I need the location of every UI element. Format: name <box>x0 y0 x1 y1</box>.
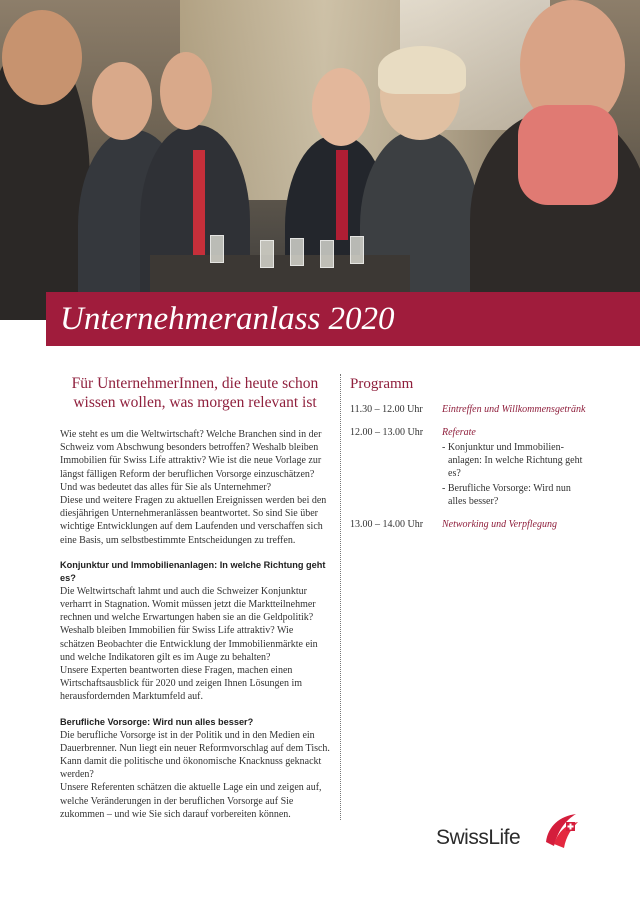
intro-paragraph-2: Diese und weitere Fragen zu aktuellen Ereignissen werden bei den diesjährigen Unternehmeranlässen beantwortet. So sind Sie über wichtige Entwicklungen auf dem Laufenden und verschaffen sich eine Basis, um selbstbestimmte Entscheidungen zu treffen. <box>60 495 327 546</box>
programm-bullet: - Konjunktur und Immobilienanlagen: In welche Richtung geht es? <box>442 442 583 479</box>
programm-label: Eintreffen und Willkommensgetränk <box>442 404 586 415</box>
programm-bullet: - Berufliche Vorsorge: Wird nun alles besser? <box>442 483 571 507</box>
programm-column <box>350 376 590 531</box>
swisslife-mark-icon <box>540 812 580 852</box>
logo-text: SwissLife <box>436 826 521 849</box>
programm-item <box>350 403 590 416</box>
intro-column <box>60 374 330 821</box>
programm-label: Networking und Verpflegung <box>442 519 557 530</box>
programm-time: 13.00 – 14.00 Uhr <box>350 519 424 530</box>
section-heading-vorsorge: Berufliche Vorsorge: Wird nun alles besser? <box>60 716 254 727</box>
swisslife-logo <box>436 812 586 856</box>
title-banner <box>46 292 640 346</box>
programm-label: Referate <box>442 427 476 438</box>
section-konjunktur-paragraph-2: Unsere Experten beantworten diese Fragen, machen einen Wirtschaftsausblick für 2020 und zeigen Ihnen Lösungen im herausfordernden Marktumfeld auf. <box>60 665 303 703</box>
programm-item <box>350 426 590 508</box>
section-vorsorge-paragraph-2: Unsere Referenten schätzen die aktuelle Lage ein und zeigen auf, welche Veränderungen in der beruflichen Vorsorge auf Sie zukommen – und wie Sie sich darauf vorbereiten können. <box>60 782 322 820</box>
section-vorsorge-paragraph-1: Die berufliche Vorsorge ist in der Politik und in den Medien ein Dauerbrenner. Nun liegt ein neuer Reformvorschlag auf dem Tisch. Kann damit die politische und ökonomische Knacknuss geknackt werden? <box>60 729 330 781</box>
programm-time: 11.30 – 12.00 Uhr <box>350 404 423 415</box>
column-divider <box>340 374 341 820</box>
page-title: Unternehmeranlass 2020 <box>60 301 395 337</box>
intro-subtitle: Für UnternehmerInnen, die heute schon wissen wollen, was morgen relevant ist <box>71 375 319 411</box>
programm-item <box>350 518 590 531</box>
programm-title: Programm <box>350 376 414 392</box>
hero-photo <box>0 0 640 320</box>
section-konjunktur-paragraph-1: Die Weltwirtschaft lahmt und auch die Schweizer Konjunktur verharrt in Stagnation. Womit müssen jetzt die Marktteilnehmer rechnen und welche Erwartungen haben sie an die Geldpolitik? Weshalb bleiben Immobilien für Swiss Life attraktiv? Wie schätzen Beobachter die Entwicklung der Immobilienmärkte ein und welche Indikatoren gilt es im Auge zu behalten? <box>60 585 318 663</box>
intro-paragraph-1: Wie steht es um die Weltwirtschaft? Welche Branchen sind in der Schweiz vom Abschwung besonders betroffen? Weshalb bleiben Immobilien für Swiss Life attraktiv? Wie ist die neue Vorlage zur längst fälligen Reform der beruflichen Vorsorge einzuschätzen? Und was bedeutet das alles für Sie als Unternehmer? <box>60 429 322 493</box>
programm-time: 12.00 – 13.00 Uhr <box>350 427 424 438</box>
section-heading-konjunktur: Konjunktur und Immobilienanlagen: In welche Richtung geht es? <box>60 559 326 583</box>
